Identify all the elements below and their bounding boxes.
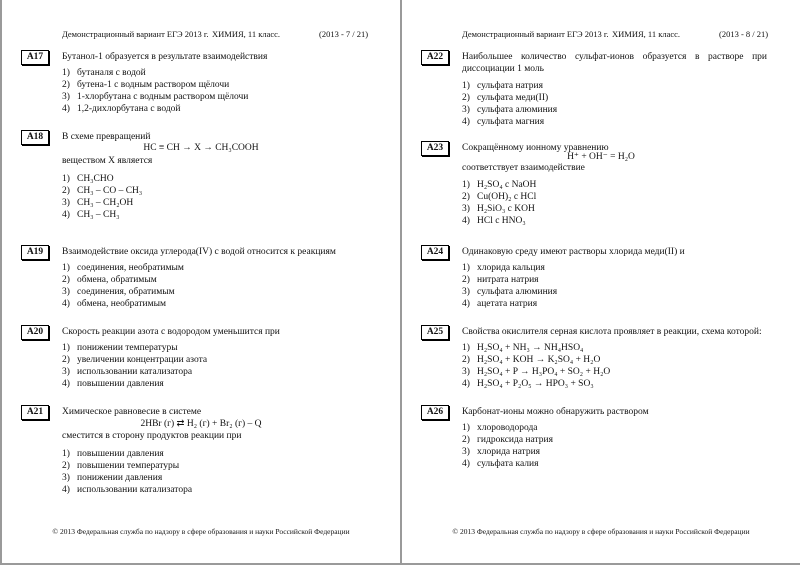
option-number: 3) [462, 204, 470, 214]
option-text: H₂SiO₃ с KOH [477, 204, 535, 214]
option-number: 3) [462, 287, 470, 297]
option-number: 3) [62, 198, 70, 208]
option-text: бутена-1 с водным раствором щёлочи [77, 80, 230, 90]
option-text: повышении давления [77, 449, 164, 459]
answer-option [62, 79, 248, 91]
answer-option [462, 262, 557, 274]
option-text: H₂SO₄ + P → H₃PO₄ + SO₂ + H₂O [477, 367, 611, 377]
answer-options [462, 342, 610, 390]
option-number: 1) [462, 180, 470, 190]
option-text: H₂SO₄ + P₂O₅ → HPO₃ + SO₃ [477, 379, 594, 389]
option-number: 1) [462, 81, 470, 91]
question-text-continued: веществом X является [62, 156, 153, 166]
question-text: Взаимодействие оксида углерода(IV) с водой относится к реакциям [62, 247, 336, 257]
page-right [400, 0, 800, 565]
option-text: H₂SO₄ с NaOH [477, 180, 537, 190]
option-text: H₂SO₄ + KOH → K₂SO₄ + H₂O [477, 355, 601, 365]
option-number: 2) [62, 275, 70, 285]
option-text: нитрата натрия [477, 275, 539, 285]
option-number: 2) [62, 461, 70, 471]
page-left [0, 0, 400, 565]
option-number: 2) [62, 186, 70, 196]
option-text: повышении давления [77, 379, 164, 389]
option-number: 2) [462, 93, 470, 103]
answer-option [462, 80, 557, 92]
option-number: 4) [62, 299, 70, 309]
option-number: 2) [62, 80, 70, 90]
answer-option [462, 458, 553, 470]
answer-option [62, 448, 192, 460]
answer-option [62, 262, 184, 274]
answer-options [462, 262, 557, 310]
option-number: 1) [462, 343, 470, 353]
option-text: CH₃CHO [77, 174, 114, 184]
option-text: сульфата алюминия [477, 105, 558, 115]
answer-option [62, 286, 184, 298]
option-text: гидроксида натрия [477, 435, 553, 445]
option-text: хлорида натрия [477, 447, 541, 457]
option-text: увеличении концентрации азота [77, 355, 208, 365]
option-text: соединения, необратимым [77, 263, 184, 273]
page-header [462, 29, 769, 39]
question-number-box: A20 [21, 325, 49, 340]
answer-options [62, 448, 192, 496]
option-number: 4) [62, 485, 70, 495]
answer-option [62, 484, 192, 496]
answer-option [462, 378, 610, 390]
question-text: Карбонат-ионы можно обнаружить раствором [462, 407, 649, 417]
option-number: 2) [62, 355, 70, 365]
answer-option [462, 422, 553, 434]
answer-option [62, 342, 207, 354]
option-text: повышении температуры [77, 461, 180, 471]
option-text: обмена, необратимым [77, 299, 167, 309]
answer-option [62, 460, 192, 472]
option-number: 3) [462, 367, 470, 377]
option-number: 3) [462, 105, 470, 115]
answer-options [62, 173, 142, 221]
answer-option [462, 104, 557, 116]
option-number: 4) [462, 216, 470, 226]
answer-option [462, 179, 536, 191]
question-text-continued: сместится в сторону продуктов реакции при [62, 431, 242, 441]
answer-option [62, 197, 142, 209]
option-text: использовании катализатора [77, 367, 193, 377]
option-text: использовании катализатора [77, 485, 193, 495]
option-text: 1-хлорбутана с водным раствором щёлочи [77, 92, 249, 102]
option-text: соединения, обратимым [77, 287, 175, 297]
option-number: 1) [462, 423, 470, 433]
question-text-continued: соответствует взаимодействие [462, 163, 585, 173]
page-footer: © 2013 Федеральная служба по надзору в сфере образования и науки Российской Федерации [52, 527, 350, 536]
header-subject: ХИМИЯ, 11 класс. [612, 29, 681, 39]
question-number-box: A23 [421, 141, 449, 156]
option-number: 3) [62, 287, 70, 297]
answer-option [462, 215, 536, 227]
option-number: 4) [462, 459, 470, 469]
question-number-box: A24 [421, 245, 449, 260]
question-text: Свойства окислителя серная кислота проявляет в реакции, схема которой: [462, 327, 762, 337]
answer-option [62, 378, 207, 390]
answer-option [462, 354, 610, 366]
header-page-number: (2013 - 7 / 21) [319, 29, 369, 39]
option-number: 3) [462, 447, 470, 457]
question-number-box: A19 [21, 245, 49, 260]
option-number: 2) [462, 275, 470, 285]
option-number: 4) [462, 379, 470, 389]
option-number: 1) [462, 263, 470, 273]
question-text: Наибольшее количество сульфат-ионов образуется в растворе при диссоциации 1 моль [462, 52, 767, 74]
answer-options [62, 67, 248, 115]
option-number: 1) [62, 263, 70, 273]
option-text: Cu(OH)₂ с HCl [477, 192, 537, 202]
answer-option [62, 354, 207, 366]
option-text: CH₃ – CO – CH₃ [77, 186, 143, 196]
answer-option [62, 91, 248, 103]
answer-options [462, 422, 553, 470]
question-number-box: A21 [21, 405, 49, 420]
question-number-box: A18 [21, 130, 49, 145]
option-text: 1,2-дихлорбутана с водой [77, 104, 181, 114]
question-text: В схеме превращений [62, 132, 151, 142]
option-text: обмена, обратимым [77, 275, 157, 285]
answer-option [462, 274, 557, 286]
question-text: Химическое равновесие в системе [62, 407, 202, 417]
option-number: 3) [62, 92, 70, 102]
option-number: 2) [462, 192, 470, 202]
option-number: 2) [462, 435, 470, 445]
answer-options [462, 179, 536, 227]
answer-option [62, 103, 248, 115]
answer-option [462, 92, 557, 104]
answer-option [462, 446, 553, 458]
option-text: сульфата калия [477, 459, 539, 469]
option-text: H₂SO₄ + NH₃ → NH₄HSO₄ [477, 343, 584, 353]
answer-option [62, 298, 184, 310]
answer-option [462, 286, 557, 298]
answer-option [462, 434, 553, 446]
question-text: Сокращённому ионному уравнению [462, 143, 609, 153]
header-title: Демонстрационный вариант ЕГЭ 2013 г. [462, 29, 609, 39]
option-text: понижении давления [77, 473, 163, 483]
answer-option [462, 116, 557, 128]
answer-option [462, 366, 610, 378]
question-number-box: A17 [21, 50, 49, 65]
answer-option [62, 173, 142, 185]
page-header [62, 29, 369, 39]
answer-option [62, 472, 192, 484]
question-text: Скорость реакции азота с водородом уменьшится при [62, 327, 280, 337]
option-text: сульфата меди(II) [477, 93, 549, 103]
answer-option [62, 366, 207, 378]
answer-option [462, 191, 536, 203]
question-number-box: A26 [421, 405, 449, 420]
answer-options [62, 342, 207, 390]
chemical-formula: H⁺ + OH⁻ = H₂O [567, 152, 635, 162]
question-text: Одинаковую среду имеют растворы хлорида меди(II) и [462, 247, 685, 257]
option-text: хлороводорода [477, 423, 538, 433]
option-text: CH₃ – CH₂OH [77, 198, 134, 208]
option-number: 1) [62, 449, 70, 459]
chemical-formula: 2HBr (г) ⇄ H₂ (г) + Br₂ (г) – Q [140, 419, 262, 429]
answer-option [62, 209, 142, 221]
answer-option [62, 67, 248, 79]
question-number-box: A22 [421, 50, 449, 65]
option-text: ацетата натрия [477, 299, 538, 309]
answer-options [62, 262, 184, 310]
header-title: Демонстрационный вариант ЕГЭ 2013 г. [62, 29, 209, 39]
option-number: 1) [62, 174, 70, 184]
option-number: 3) [62, 473, 70, 483]
answer-option [462, 203, 536, 215]
option-text: бутаналя с водой [77, 68, 146, 78]
option-text: сульфата алюминия [477, 287, 558, 297]
option-text: сульфата магния [477, 117, 545, 127]
option-number: 2) [462, 355, 470, 365]
option-number: 4) [462, 117, 470, 127]
answer-option [462, 342, 610, 354]
option-text: HCl с HNO₃ [477, 216, 526, 226]
page-footer: © 2013 Федеральная служба по надзору в сфере образования и науки Российской Федерации [452, 527, 750, 536]
option-text: сульфата натрия [477, 81, 544, 91]
chemical-formula: HC ≡ CH → X → CH₃COOH [143, 143, 259, 153]
option-number: 4) [62, 210, 70, 220]
answer-options [462, 80, 557, 128]
option-text: хлорида кальция [477, 263, 545, 273]
option-number: 1) [62, 343, 70, 353]
header-page-number: (2013 - 8 / 21) [719, 29, 769, 39]
answer-option [62, 185, 142, 197]
answer-option [62, 274, 184, 286]
option-number: 4) [462, 299, 470, 309]
option-number: 4) [62, 379, 70, 389]
option-number: 3) [62, 367, 70, 377]
option-text: понижении температуры [77, 343, 178, 353]
option-text: CH₃ – CH₃ [77, 210, 120, 220]
answer-option [462, 298, 557, 310]
question-number-box: A25 [421, 325, 449, 340]
question-text: Бутанол-1 образуется в результате взаимодействия [62, 52, 268, 62]
header-subject: ХИМИЯ, 11 класс. [212, 29, 281, 39]
option-number: 4) [62, 104, 70, 114]
option-number: 1) [62, 68, 70, 78]
